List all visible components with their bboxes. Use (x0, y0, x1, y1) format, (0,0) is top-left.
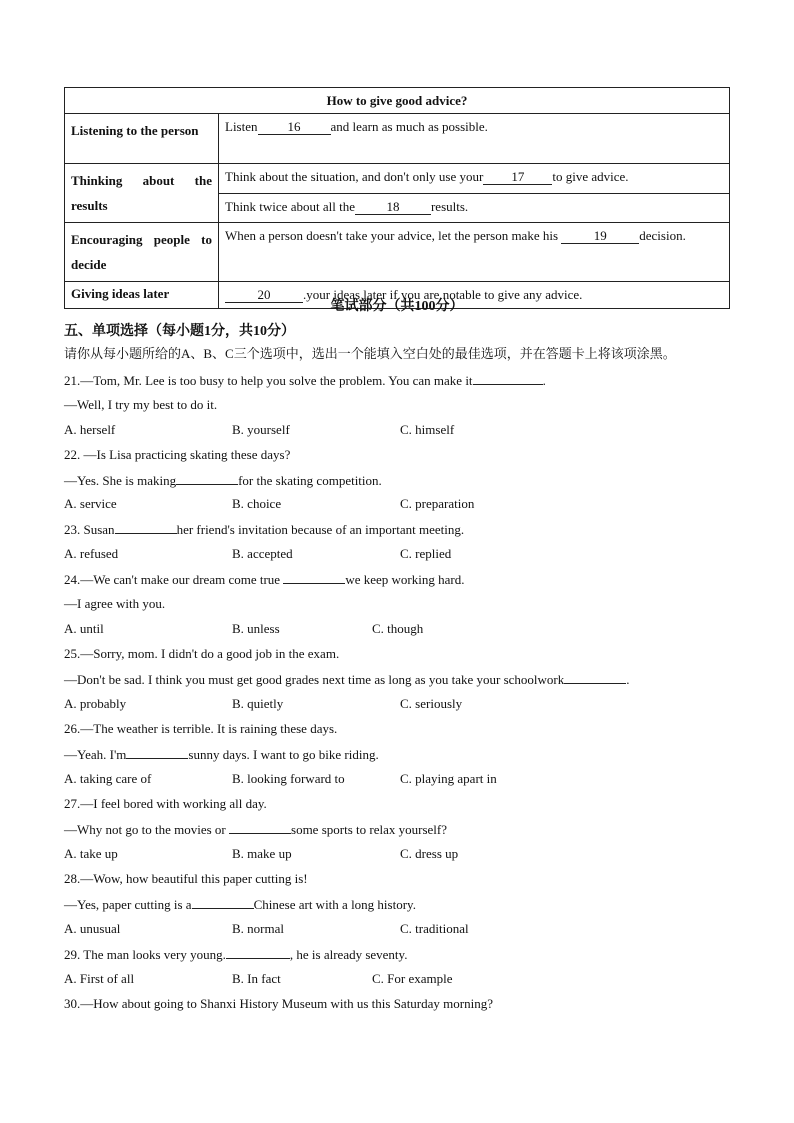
table-title: How to give good advice? (65, 88, 730, 114)
option-c: C. traditional (400, 921, 469, 936)
answer-blank (283, 571, 345, 584)
question-28-line-1: 28.—Wow, how beautiful this paper cutting is! (64, 871, 308, 886)
answer-blank-20: 20 (225, 288, 303, 303)
question-25-line-1: 25.—Sorry, mom. I didn't do a good job in the exam. (64, 646, 340, 661)
row-text-after: .your ideas later if you are notable to give any advice. (303, 287, 583, 302)
answer-blank (126, 746, 188, 759)
option-a: A. First of all (64, 971, 135, 986)
table-row (65, 164, 730, 194)
row-text-after: results. (430, 198, 469, 214)
row-text-before: When a person doesn't take your advice, let the person make his (225, 228, 562, 243)
row-text-after: decision. (639, 228, 686, 243)
question-23-line-1: 23. Susan her friend's invitation because of an important meeting. (64, 522, 465, 537)
question-24-line-2: —I agree with you. (64, 596, 166, 611)
row-text-after: to give advice. (552, 169, 629, 184)
option-b: B. In fact (232, 971, 281, 986)
option-c: C. replied (400, 546, 452, 561)
row-text-after: and learn as much as possible. (330, 119, 488, 134)
option-b: B. unless (232, 621, 280, 636)
question-21-line-2: —Well, I try my best to do it. (64, 397, 218, 412)
question-22-line-2: —Yes. She is making for the skating competition. (64, 473, 382, 488)
question-24-line-1: 24.—We can't make our dream come true we keep working hard. (64, 572, 465, 587)
answer-blank-18: 18 (355, 200, 431, 215)
option-c: C. himself (400, 422, 455, 437)
option-b: B. quietly (232, 696, 284, 711)
question-27-line-2: —Why not go to the movies or some sports to relax yourself? (64, 822, 447, 837)
row-text-before: Think twice about all the (225, 198, 355, 214)
row-content (219, 223, 730, 282)
question-28-line-2: —Yes, paper cutting is a Chinese art with a long history. (64, 897, 416, 912)
question-26-line-1: 26.—The weather is terrible. It is raining these days. (64, 721, 338, 736)
option-a: A. probably (64, 696, 127, 711)
option-b: B. normal (232, 921, 284, 936)
answer-blank-19: 19 (561, 229, 639, 244)
row-text-before: Think about the situation, and don't only use your (225, 169, 484, 184)
answer-blank-17: 17 (483, 170, 552, 185)
row-content (219, 114, 730, 164)
row-heading: Listening to the person (65, 114, 219, 164)
option-b: B. make up (232, 846, 292, 861)
row-text-before: Listen (225, 119, 258, 134)
option-b: B. looking forward to (232, 771, 345, 786)
option-c: C. seriously (400, 696, 463, 711)
row-heading: Thinking about the results (65, 164, 219, 223)
option-a: A. unusual (64, 921, 121, 936)
answer-blank (564, 671, 626, 684)
answer-blank (226, 946, 290, 959)
option-c: C. For example (372, 971, 453, 986)
option-a: A. taking care of (64, 771, 152, 786)
row-heading: Encouraging people to decide (65, 223, 219, 282)
option-c: C. dress up (400, 846, 459, 861)
option-b: B. yourself (232, 422, 290, 437)
question-27-line-1: 27.—I feel bored with working all day. (64, 796, 267, 811)
option-a: A. refused (64, 546, 119, 561)
answer-blank (176, 472, 238, 485)
table-title-row (65, 88, 730, 114)
answer-blank (229, 821, 291, 834)
option-a: A. until (64, 621, 104, 636)
section-heading: 五、单项选择（每小题1分，共10分） (64, 324, 295, 339)
question-30-line-1: 30.—How about going to Shanxi History Museum with us this Saturday morning? (64, 996, 493, 1011)
option-c: C. playing apart in (400, 771, 497, 786)
question-26-line-2: —Yeah. I'm sunny days. I want to go bike riding. (64, 747, 379, 762)
answer-blank-16: 16 (258, 120, 331, 135)
question-29-line-1: 29. The man looks very young. , he is already seventy. (64, 947, 408, 962)
question-21-line-1: 21.—Tom, Mr. Lee is too busy to help you solve the problem. You can make it . (64, 373, 546, 388)
section-instruction: 请你从每小题所给的A、B、C三个选项中，选出一个能填入空白处的最佳选项，并在答题卡上将该项涂黑。 (64, 346, 676, 361)
table-row (65, 114, 730, 164)
option-a: A. take up (64, 846, 118, 861)
advice-table (64, 87, 730, 309)
answer-blank (473, 372, 543, 385)
option-c: C. preparation (400, 496, 475, 511)
table-row (65, 223, 730, 282)
row-content (219, 193, 730, 223)
question-22-line-1: 22. —Is Lisa practicing skating these days? (64, 447, 291, 462)
answer-blank (115, 521, 177, 534)
option-a: A. herself (64, 422, 116, 437)
answer-blank (192, 896, 254, 909)
written-part-title: 笔试部分（共100分） (330, 299, 464, 314)
question-25-line-2: —Don't be sad. I think you must get good grades next time as long as you take your schoolwork . (64, 672, 630, 687)
row-heading: Giving ideas later (65, 282, 219, 309)
option-a: A. service (64, 496, 117, 511)
option-c: C. though (372, 621, 424, 636)
option-b: B. accepted (232, 546, 293, 561)
option-b: B. choice (232, 496, 282, 511)
row-content (219, 164, 730, 194)
